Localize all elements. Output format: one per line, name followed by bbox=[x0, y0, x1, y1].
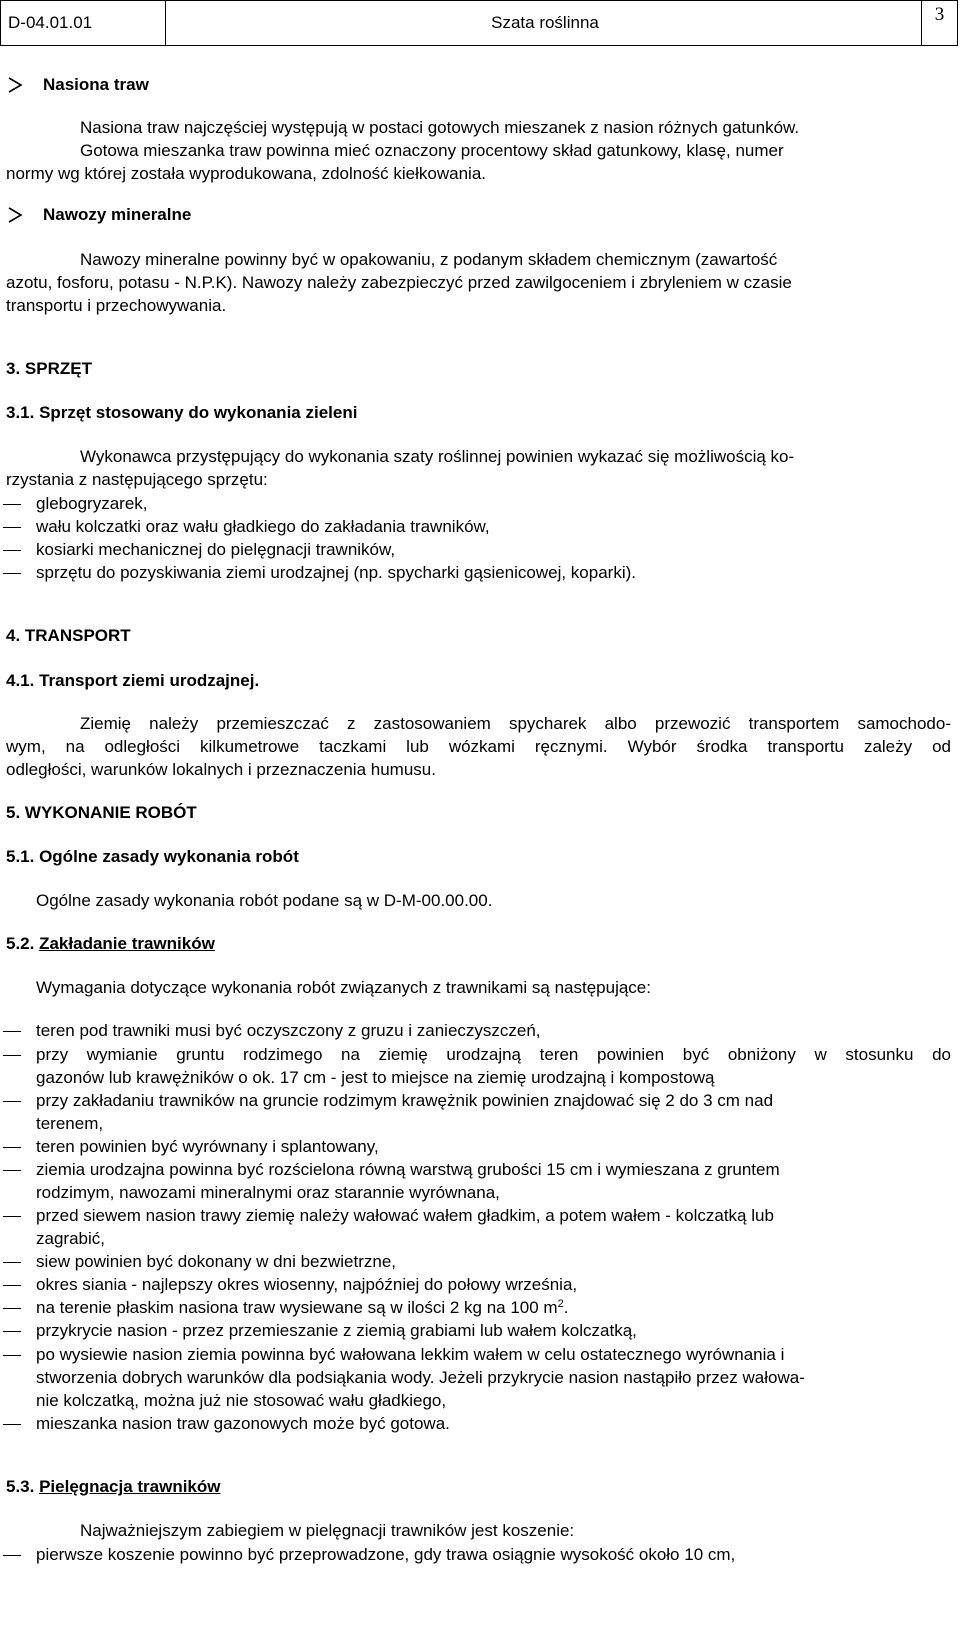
dash-bullet bbox=[3, 573, 21, 574]
section-heading-nawozy: Nawozy mineralne bbox=[43, 205, 192, 224]
paragraph-line: azotu, fosforu, potasu - N.P.K). Nawozy należy zabezpieczyć przed zawilgoceniem i zbryleniem w czasie bbox=[6, 273, 792, 292]
list-item-continuation: gazonów lub krawężników o ok. 17 cm - jest to miejsce na ziemię urodzajną i kompostową bbox=[36, 1068, 715, 1087]
paragraph-line: Wymagania dotyczące wykonania robót związanych z trawnikami są następujące: bbox=[36, 978, 651, 997]
list-item: wału kolczatki oraz wału gładkiego do zakładania trawników, bbox=[36, 517, 490, 536]
list-item: okres siania - najlepszy okres wiosenny, najpóźniej do połowy września, bbox=[36, 1275, 578, 1294]
paragraph-line: Wykonawca przystępujący do wykonania szaty roślinnej powinien wykazać się możliwością ko- bbox=[80, 447, 795, 466]
subsection-number: 5.3. bbox=[6, 1477, 35, 1496]
list-item-continuation: rodzimym, nawozami mineralnymi oraz starannie wyrównana, bbox=[36, 1183, 500, 1202]
list-item: teren pod trawniki musi być oczyszczony z gruzu i zanieczyszczeń, bbox=[36, 1021, 541, 1040]
dash-bullet bbox=[3, 1170, 21, 1171]
dash-bullet bbox=[3, 1355, 21, 1356]
dash-bullet bbox=[3, 1555, 21, 1556]
section-heading-nasiona: Nasiona traw bbox=[43, 75, 149, 94]
list-item: glebogryzarek, bbox=[36, 494, 148, 513]
paragraph-line: wym, na odległości kilkumetrowe taczkami lub wózkami ręcznymi. Wybór środka transportu zależy od bbox=[6, 737, 951, 756]
page-header bbox=[0, 0, 958, 46]
dash-bullet bbox=[3, 1308, 21, 1309]
paragraph-line: Najważniejszym zabiegiem w pielęgnacji trawników jest koszenie: bbox=[80, 1521, 575, 1540]
paragraph-line: Gotowa mieszanka traw powinna mieć oznaczony procentowy skład gatunkowy, klasę, numer bbox=[80, 141, 784, 160]
list-item: przed siewem nasion trawy ziemię należy wałować wałem gładkim, a potem wałem - kolczatką lub bbox=[36, 1206, 774, 1225]
dash-bullet bbox=[3, 504, 21, 505]
subsection-title: Zakładanie trawników bbox=[39, 934, 215, 953]
section-heading-3: 3. SPRZĘT bbox=[6, 359, 92, 378]
paragraph-line: normy wg której została wyprodukowana, zdolność kiełkowania. bbox=[6, 164, 487, 183]
page-number: 3 bbox=[921, 1, 957, 45]
list-item: po wysiewie nasion ziemia powinna być wałowana lekkim wałem w celu ostatecznego wyrównania i bbox=[36, 1345, 785, 1364]
list-item-continuation: zagrabić, bbox=[36, 1229, 105, 1248]
dash-bullet bbox=[3, 527, 21, 528]
dash-bullet bbox=[3, 1424, 21, 1425]
section-heading-5: 5. WYKONANIE ROBÓT bbox=[6, 803, 197, 822]
document-title: Szata roślinna bbox=[491, 13, 599, 32]
list-item: przykrycie nasion - przez przemieszanie z ziemią grabiami lub wałem kolczatką, bbox=[36, 1321, 637, 1340]
section-heading-4: 4. TRANSPORT bbox=[6, 626, 131, 645]
subsection-heading-5-2 bbox=[6, 934, 215, 954]
list-item: ziemia urodzajna powinna być rozścielona równą warstwą grubości 15 cm i wymieszana z gruntem bbox=[36, 1160, 780, 1179]
list-item: przy zakładaniu trawników na gruncie rodzimym krawężnik powinien znajdować się 2 do 3 cm nad bbox=[36, 1091, 774, 1110]
dash-bullet bbox=[3, 550, 21, 551]
subsection-title: Pielęgnacja trawników bbox=[39, 1477, 221, 1496]
subsection-heading-5-3 bbox=[6, 1477, 221, 1497]
paragraph-line: transportu i przechowywania. bbox=[6, 296, 227, 315]
dash-bullet bbox=[3, 1147, 21, 1148]
subsection-heading-3-1: 3.1. Sprzęt stosowany do wykonania zieleni bbox=[6, 403, 358, 422]
subsection-number: 5.2. bbox=[6, 934, 35, 953]
paragraph-line: Ogólne zasady wykonania robót podane są w D-M-00.00.00. bbox=[36, 891, 493, 910]
list-item-tail: . bbox=[563, 1298, 569, 1317]
list-item-continuation: terenem, bbox=[36, 1114, 104, 1133]
paragraph-line: odległości, warunków lokalnych i przeznaczenia humusu. bbox=[6, 760, 436, 779]
list-item-continuation: stworzenia dobrych warunków dla podsiąkania wody. Jeżeli przykrycie nasion nastąpiło przez wałowa- bbox=[36, 1368, 805, 1387]
list-item-text: na terenie płaskim nasiona traw wysiewane są w ilości 2 kg na 100 m bbox=[36, 1298, 558, 1317]
paragraph-line: rzystania z następującego sprzętu: bbox=[6, 470, 268, 489]
list-item-continuation: nie kolczatką, można już nie stosować wału gładkiego, bbox=[36, 1391, 447, 1410]
list-item: pierwsze koszenie powinno być przeprowadzone, gdy trawa osiągnie wysokość około 10 cm, bbox=[36, 1545, 736, 1564]
list-item: kosiarki mechanicznej do pielęgnacji trawników, bbox=[36, 540, 396, 559]
superscript: 2 bbox=[557, 1298, 564, 1310]
list-item bbox=[36, 1298, 568, 1318]
subsection-heading-5-1: 5.1. Ogólne zasady wykonania robót bbox=[6, 847, 299, 866]
list-item: przy wymianie gruntu rodzimego na ziemię urodzajną teren powinien być obniżony w stosunku do bbox=[36, 1045, 951, 1064]
paragraph-line: Nasiona traw najczęściej występują w postaci gotowych mieszanek z nasion różnych gatunków. bbox=[80, 118, 800, 137]
dash-bullet bbox=[3, 1285, 21, 1286]
arrow-bullet-icon bbox=[6, 205, 26, 225]
dash-bullet bbox=[3, 1262, 21, 1263]
list-item: mieszanka nasion traw gazonowych może być gotowa. bbox=[36, 1414, 450, 1433]
paragraph-line: Nawozy mineralne powinny być w opakowaniu, z podanym składem chemicznym (zawartość bbox=[80, 250, 778, 269]
dash-bullet bbox=[3, 1031, 21, 1032]
list-item: siew powinien być dokonany w dni bezwietrzne, bbox=[36, 1252, 397, 1271]
subsection-heading-4-1: 4.1. Transport ziemi urodzajnej. bbox=[6, 671, 260, 690]
arrow-bullet-icon bbox=[6, 75, 26, 95]
list-item: sprzętu do pozyskiwania ziemi urodzajnej (np. spycharki gąsienicowej, koparki). bbox=[36, 563, 636, 582]
document-code: D-04.01.01 bbox=[1, 1, 166, 45]
dash-bullet bbox=[3, 1331, 21, 1332]
dash-bullet bbox=[3, 1055, 21, 1056]
list-item: teren powinien być wyrównany i splantowany, bbox=[36, 1137, 379, 1156]
dash-bullet bbox=[3, 1101, 21, 1102]
dash-bullet bbox=[3, 1216, 21, 1217]
paragraph-line: Ziemię należy przemieszczać z zastosowaniem spycharek albo przewozić transportem samochodo- bbox=[80, 714, 951, 733]
